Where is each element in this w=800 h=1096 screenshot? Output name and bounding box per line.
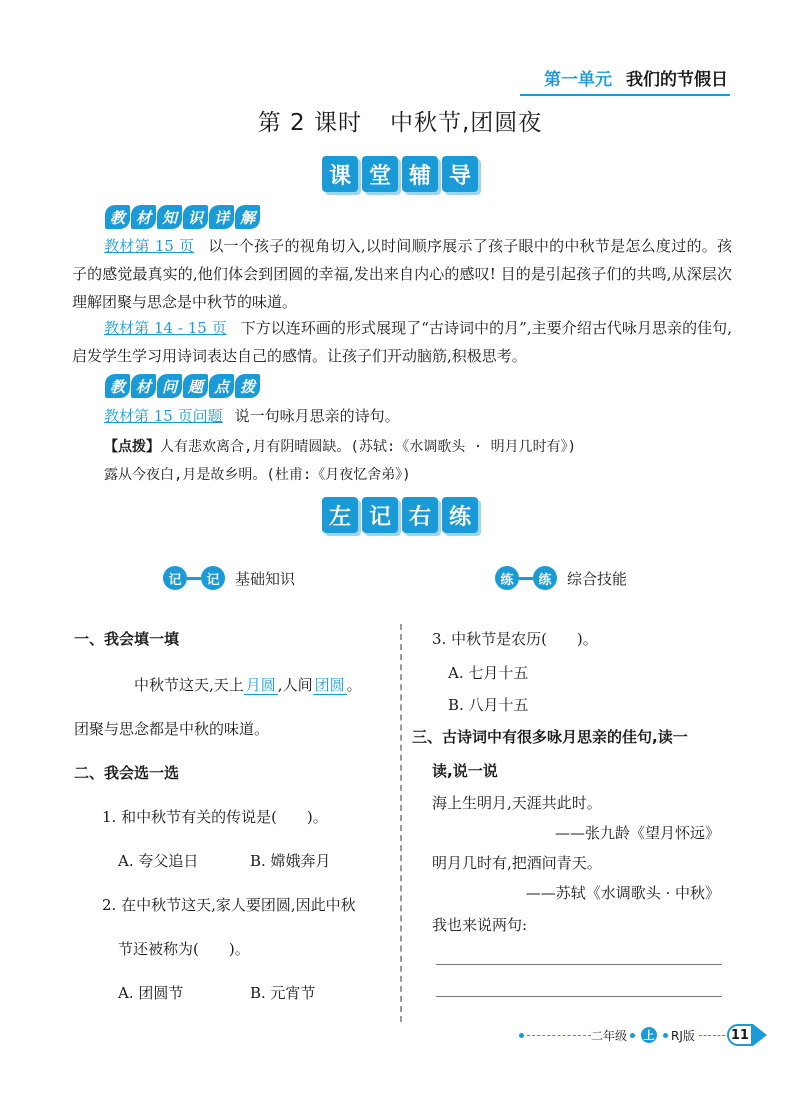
column-tag-skills xyxy=(495,566,627,590)
paragraph-text: 以一个孩子的视角切入,以时间顺序展示了孩子眼中的中秋节是怎么度过的。孩子的感觉最真实的,他们体会到团圆的幸福,发出来自内心的感叹! 目的是引起孩子们的共鸣,从深层次理解团聚与思念是中秋节的味道。 xyxy=(72,237,732,311)
hint-text: 人有悲欢离合,月有阴晴圆缺。(苏轼:《水调歌头 · 明月几时有》) xyxy=(160,439,576,455)
question-3-option-b[interactable]: B. 八月十五 xyxy=(448,696,529,714)
poem-attribution-2: ——苏轼《水调歌头 · 中秋》 xyxy=(525,884,720,902)
page-footer xyxy=(516,1024,767,1046)
subheading-char: 教 xyxy=(105,205,130,229)
answer-line[interactable] xyxy=(436,996,722,997)
subheading-char: 问 xyxy=(157,374,182,398)
tag-char: 记 xyxy=(163,566,187,590)
textbook-ref: 教材第 15 页 xyxy=(104,237,195,255)
question-2-line-2: 节还被称为( )。 xyxy=(118,940,250,958)
banner-char: 导 xyxy=(442,156,478,192)
poem-attribution-1: ——张九龄《望月怀远》 xyxy=(554,824,720,842)
textbook-ref: 教材第 15 页问题 xyxy=(104,407,223,425)
option-a[interactable]: A. 团圆节 xyxy=(118,984,184,1002)
subheading-char: 材 xyxy=(131,205,156,229)
column-tag-label: 综合技能 xyxy=(567,569,628,588)
subheading-char: 拨 xyxy=(235,374,260,398)
hint-line-1 xyxy=(104,436,576,456)
knowledge-paragraph-2 xyxy=(72,314,732,370)
lesson-number: 第 2 课时 xyxy=(257,110,362,136)
subheading-char: 解 xyxy=(235,205,260,229)
banner-char: 左 xyxy=(322,497,358,533)
subheading-char: 点 xyxy=(209,374,234,398)
answer-line[interactable] xyxy=(436,964,722,965)
banner-char: 辅 xyxy=(402,156,438,192)
poem-line-2: 明月几时有,把酒问青天。 xyxy=(432,854,602,872)
subheading-char: 材 xyxy=(131,374,156,398)
section-banner-practice xyxy=(322,497,478,535)
footer-grade: 二年级 xyxy=(591,1028,628,1043)
arrow-right-icon xyxy=(753,1024,767,1046)
subheading-textbook-questions xyxy=(105,374,261,398)
subheading-char: 知 xyxy=(157,205,182,229)
banner-char: 堂 xyxy=(362,156,398,192)
fill-answer-2: 团圆 xyxy=(314,676,345,694)
tag-char: 练 xyxy=(495,566,519,590)
section-banner-classroom xyxy=(322,156,478,194)
question-1-options xyxy=(118,850,331,871)
hint-label: 【点拨】 xyxy=(104,439,160,455)
option-a[interactable]: A. 夸父追日 xyxy=(118,852,199,870)
poem-line-1: 海上生明月,天涯共此时。 xyxy=(432,794,602,812)
subheading-textbook-knowledge xyxy=(105,205,261,229)
section-poem-heading-1: 三、古诗词中有很多咏月思亲的佳句,读一 xyxy=(412,728,688,746)
tag-char: 练 xyxy=(533,566,557,590)
write-prompt: 我也来说两句: xyxy=(432,916,528,934)
fill-sentence: 中秋节这天,天上 月圆 ,人间 团圆 。 xyxy=(134,676,362,694)
unit-theme: 我们的节假日 xyxy=(626,69,728,90)
subheading-char: 教 xyxy=(105,374,130,398)
unit-label: 第一单元 xyxy=(544,69,612,90)
fill-answer-1: 月圆 xyxy=(245,676,276,694)
page-title xyxy=(0,104,800,137)
option-b[interactable]: B. 嫦娥奔月 xyxy=(250,852,331,870)
question-text: 说一句咏月思亲的诗句。 xyxy=(234,407,400,425)
subheading-char: 题 xyxy=(183,374,208,398)
knowledge-paragraph-1 xyxy=(72,232,732,316)
question-1: 1. 和中秋节有关的传说是( )。 xyxy=(102,808,328,826)
section-fill-heading: 一、我会填一填 xyxy=(74,630,180,648)
question-2-options xyxy=(118,982,316,1003)
banner-char: 练 xyxy=(442,497,478,533)
header-rule xyxy=(520,94,730,96)
section-choose-heading: 二、我会选一选 xyxy=(74,764,180,782)
banner-char: 课 xyxy=(322,156,358,192)
column-tag-label: 基础知识 xyxy=(235,569,296,588)
banner-char: 右 xyxy=(402,497,438,533)
footer-term: 上 xyxy=(641,1027,657,1043)
subheading-char: 识 xyxy=(183,205,208,229)
option-b[interactable]: B. 元宵节 xyxy=(250,984,316,1002)
section-poem-heading-2: 读,说一说 xyxy=(432,762,498,780)
banner-char: 记 xyxy=(362,497,398,533)
lesson-title-text: 中秋节,团圆夜 xyxy=(389,110,543,136)
page-number: 11 xyxy=(727,1024,753,1046)
column-divider xyxy=(400,624,402,1022)
hint-line-2: 露从今夜白,月是故乡明。(杜甫:《月夜忆舍弟》) xyxy=(104,467,411,483)
footer-edition: RJ版 xyxy=(671,1028,695,1043)
textbook-question xyxy=(104,402,724,430)
textbook-ref: 教材第 14 - 15 页 xyxy=(104,319,227,337)
question-3-option-a[interactable]: A. 七月十五 xyxy=(448,664,529,682)
unit-header xyxy=(544,62,728,92)
question-2-line-1: 2. 在中秋节这天,家人要团圆,因此中秋 xyxy=(102,896,356,914)
question-3: 3. 中秋节是农历( )。 xyxy=(432,630,598,648)
tag-char: 记 xyxy=(201,566,225,590)
column-tag-basic xyxy=(163,566,295,590)
subheading-char: 详 xyxy=(209,205,234,229)
fill-sentence-2: 团聚与思念都是中秋的味道。 xyxy=(74,720,270,738)
paragraph-text: 下方以连环画的形式展现了“古诗词中的月”,主要介绍古代咏月思亲的佳句,启发学生学习用诗词表达自己的感情。让孩子们开动脑筋,积极思考。 xyxy=(72,319,732,365)
